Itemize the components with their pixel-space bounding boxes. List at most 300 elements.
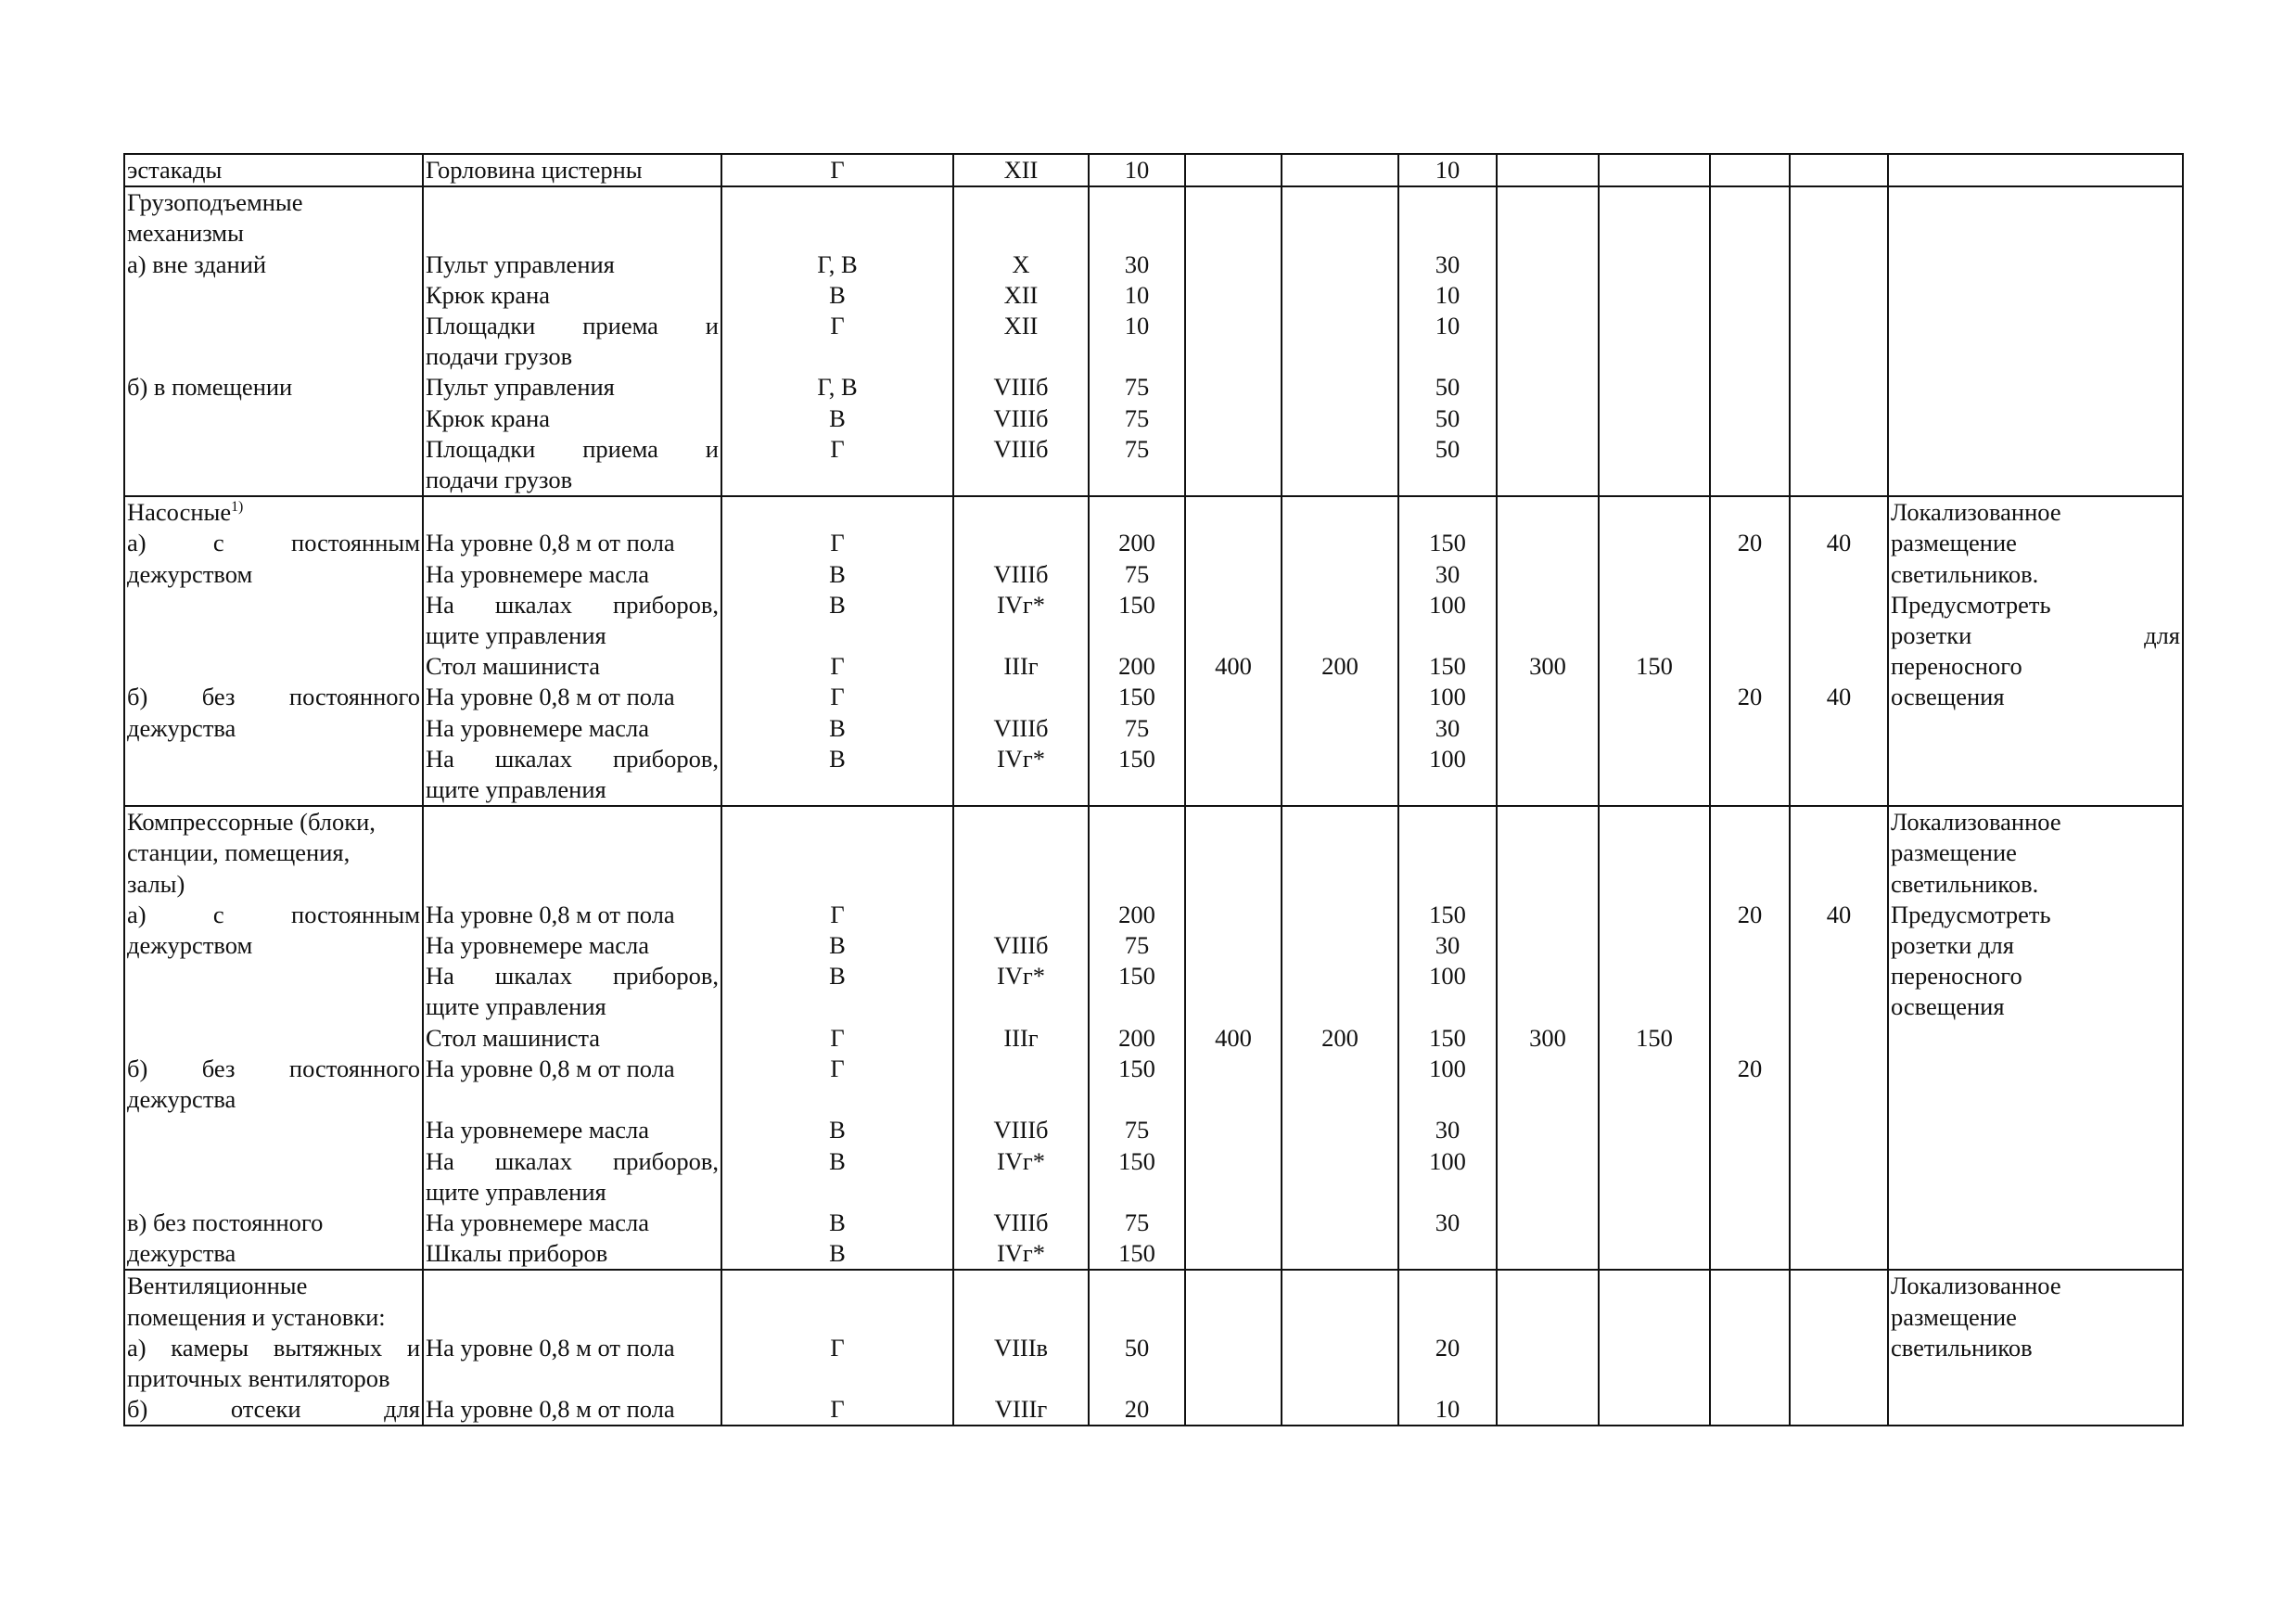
cell-illum-general-2	[1398, 806, 1497, 838]
cell-plane	[721, 186, 953, 218]
cell-illum-general-2	[1398, 713, 1497, 744]
cell-text: Стол машиниста	[426, 1023, 601, 1052]
cell-category	[953, 1115, 1089, 1145]
cell-illum-general	[1089, 218, 1185, 249]
cell-room	[124, 434, 423, 465]
cell-text: Пульт управления	[426, 249, 615, 278]
cell-pulsation	[1790, 1177, 1888, 1208]
cell-illum-combined-total-2	[1497, 869, 1599, 900]
cell-work-surface	[423, 1363, 721, 1394]
cell-room	[124, 1363, 423, 1394]
cell-work-surface	[423, 1270, 721, 1301]
cell-illum-combined-total-2	[1497, 1238, 1599, 1270]
cell-text: 150	[1118, 683, 1155, 711]
cell-pulsation	[1790, 186, 1888, 218]
cell-illum-general-2	[1398, 559, 1497, 590]
cell-illum-combined-total	[1185, 372, 1282, 403]
cell-illum-general-2	[1398, 186, 1497, 218]
cell-text: Крюк крана	[426, 403, 551, 432]
cell-text: В	[829, 280, 846, 309]
cell-text: В	[829, 744, 846, 773]
cell-text: 75	[1124, 713, 1150, 742]
cell-illum-combined-general-2	[1599, 249, 1710, 280]
cell-illum-general-2	[1398, 1394, 1497, 1426]
cell-pulsation	[1790, 869, 1888, 900]
cell-illum-combined-general-2	[1599, 930, 1710, 961]
cell-illum-combined-total	[1185, 218, 1282, 249]
cell-text: На уровнемере масла	[426, 931, 649, 960]
cell-illum-combined-total	[1185, 1177, 1282, 1208]
cell-illum-general-2	[1398, 1363, 1497, 1394]
cell-text: На шкалах приборов,	[426, 1146, 719, 1175]
cell-text: 10	[1435, 312, 1461, 340]
cell-illum-combined-total	[1185, 1238, 1282, 1270]
cell-glare-index	[1710, 311, 1790, 341]
cell-illum-combined-total-2	[1497, 465, 1599, 496]
cell-text: Локализованное	[1891, 498, 2061, 527]
cell-text: приточных вентиляторов	[127, 1363, 390, 1392]
cell-notes	[1888, 403, 2183, 434]
cell-illum-combined-general	[1282, 372, 1398, 403]
cell-pulsation	[1790, 1115, 1888, 1145]
cell-plane	[721, 1084, 953, 1115]
cell-illum-combined-general-2	[1599, 1146, 1710, 1177]
table-row	[124, 280, 2183, 311]
cell-illum-general-2	[1398, 1333, 1497, 1363]
cell-illum-combined-total-2	[1497, 590, 1599, 620]
cell-plane	[721, 341, 953, 372]
cell-text: розетки для	[1891, 621, 2180, 650]
cell-text: размещение	[1891, 1302, 2017, 1331]
cell-text: X	[1012, 249, 1030, 278]
cell-room	[124, 991, 423, 1022]
table-row	[124, 465, 2183, 496]
cell-room	[124, 1115, 423, 1145]
cell-pulsation	[1790, 280, 1888, 311]
cell-text: В	[829, 590, 846, 619]
cell-illum-general-2	[1398, 900, 1497, 930]
cell-illum-combined-total-2	[1497, 528, 1599, 558]
cell-pulsation	[1790, 651, 1888, 682]
cell-text: 150	[1429, 529, 1466, 557]
cell-text: Г, В	[817, 249, 858, 278]
cell-category	[953, 1270, 1089, 1301]
cell-notes	[1888, 838, 2183, 868]
cell-text: 75	[1124, 1116, 1150, 1144]
cell-text: Г	[830, 312, 845, 340]
cell-text: 200	[1321, 652, 1358, 681]
cell-notes	[1888, 713, 2183, 744]
cell-plane	[721, 1146, 953, 1177]
cell-text: На уровнемере масла	[426, 1208, 649, 1236]
cell-text: а) вне зданий	[127, 249, 267, 278]
cell-glare-index	[1710, 744, 1790, 774]
cell-illum-combined-general	[1282, 434, 1398, 465]
cell-illum-combined-general	[1282, 1208, 1398, 1238]
cell-pulsation	[1790, 838, 1888, 868]
cell-category	[953, 559, 1089, 590]
cell-work-surface	[423, 682, 721, 712]
cell-plane	[721, 1115, 953, 1145]
cell-glare-index	[1710, 1115, 1790, 1145]
cell-illum-general-2	[1398, 403, 1497, 434]
cell-text: На уровнемере масла	[426, 713, 649, 742]
cell-illum-combined-general-2	[1599, 528, 1710, 558]
table-row	[124, 1084, 2183, 1115]
cell-notes	[1888, 1238, 2183, 1270]
cell-text: 10	[1435, 156, 1461, 184]
cell-room	[124, 590, 423, 620]
cell-illum-combined-total-2	[1497, 1394, 1599, 1426]
cell-category	[953, 372, 1089, 403]
cell-notes	[1888, 1054, 2183, 1084]
cell-room	[124, 1333, 423, 1363]
cell-text: 75	[1124, 559, 1150, 588]
cell-plane	[721, 991, 953, 1022]
table-body	[124, 154, 2183, 1426]
table-row	[124, 496, 2183, 528]
table-row	[124, 1270, 2183, 1301]
cell-illum-combined-total-2	[1497, 186, 1599, 218]
cell-illum-combined-general-2	[1599, 774, 1710, 806]
cell-illum-general	[1089, 1363, 1185, 1394]
cell-illum-combined-general	[1282, 930, 1398, 961]
cell-illum-combined-general-2	[1599, 465, 1710, 496]
cell-illum-combined-total	[1185, 713, 1282, 744]
table-row	[124, 590, 2183, 620]
cell-work-surface	[423, 900, 721, 930]
cell-glare-index	[1710, 838, 1790, 868]
cell-text: VIIIб	[993, 713, 1049, 742]
cell-illum-combined-total-2	[1497, 218, 1599, 249]
cell-text: IVг*	[996, 744, 1046, 773]
cell-illum-general-2	[1398, 869, 1497, 900]
cell-category	[953, 744, 1089, 774]
cell-text: IIIг	[1003, 652, 1039, 681]
cell-illum-combined-total	[1185, 559, 1282, 590]
cell-illum-general-2	[1398, 528, 1497, 558]
cell-notes	[1888, 744, 2183, 774]
cell-room	[124, 1023, 423, 1054]
cell-illum-combined-total	[1185, 249, 1282, 280]
cell-illum-combined-general-2	[1599, 991, 1710, 1022]
cell-text: На уровне 0,8 м от пола	[426, 683, 675, 711]
cell-plane	[721, 1208, 953, 1238]
cell-category	[953, 838, 1089, 868]
cell-illum-general-2	[1398, 218, 1497, 249]
cell-text: В	[829, 1208, 846, 1236]
table-row	[124, 559, 2183, 590]
cell-illum-general	[1089, 496, 1185, 528]
cell-text: В	[829, 713, 846, 742]
cell-work-surface	[423, 341, 721, 372]
cell-illum-combined-total-2	[1497, 403, 1599, 434]
cell-room	[124, 713, 423, 744]
cell-pulsation	[1790, 341, 1888, 372]
cell-illum-combined-total-2	[1497, 341, 1599, 372]
cell-text: 10	[1435, 280, 1461, 309]
cell-illum-general	[1089, 838, 1185, 868]
cell-illum-general	[1089, 1333, 1185, 1363]
cell-glare-index	[1710, 713, 1790, 744]
table-row	[124, 249, 2183, 280]
cell-text: 75	[1124, 373, 1150, 402]
cell-illum-combined-general	[1282, 1302, 1398, 1333]
cell-text: На уровне 0,8 м от пола	[426, 1054, 675, 1082]
cell-illum-general-2	[1398, 838, 1497, 868]
cell-category	[953, 991, 1089, 1022]
cell-plane	[721, 838, 953, 868]
cell-text: 200	[1118, 529, 1155, 557]
cell-plane	[721, 682, 953, 712]
cell-illum-combined-general-2	[1599, 280, 1710, 311]
cell-glare-index	[1710, 1023, 1790, 1054]
cell-room	[124, 1238, 423, 1270]
cell-text: VIIIв	[993, 1333, 1049, 1362]
cell-pulsation	[1790, 496, 1888, 528]
cell-illum-combined-total	[1185, 311, 1282, 341]
table-row	[124, 1302, 2183, 1333]
cell-text: 40	[1826, 529, 1852, 557]
cell-category	[953, 1177, 1089, 1208]
cell-text: 50	[1435, 373, 1461, 402]
cell-illum-combined-general	[1282, 713, 1398, 744]
cell-illum-combined-general	[1282, 1084, 1398, 1115]
cell-text: дежурства	[127, 1085, 236, 1114]
cell-text: VIIIб	[993, 1116, 1049, 1144]
cell-work-surface	[423, 280, 721, 311]
cell-category	[953, 961, 1089, 991]
cell-glare-index	[1710, 559, 1790, 590]
cell-work-surface	[423, 218, 721, 249]
cell-illum-combined-general-2	[1599, 1270, 1710, 1301]
cell-room	[124, 154, 423, 186]
cell-illum-combined-total	[1185, 496, 1282, 528]
cell-text: В	[829, 1239, 846, 1268]
cell-glare-index	[1710, 372, 1790, 403]
cell-illum-combined-total-2	[1497, 559, 1599, 590]
cell-text: Г	[830, 434, 845, 463]
cell-illum-general-2	[1398, 1054, 1497, 1084]
table-row	[124, 1177, 2183, 1208]
cell-work-surface	[423, 496, 721, 528]
cell-illum-combined-general-2	[1599, 651, 1710, 682]
cell-illum-combined-general-2	[1599, 713, 1710, 744]
cell-illum-combined-total	[1185, 1363, 1282, 1394]
cell-text: а) камеры вытяжных и	[127, 1333, 420, 1362]
table-row	[124, 154, 2183, 186]
cell-illum-combined-total	[1185, 1115, 1282, 1145]
cell-text: На уровне 0,8 м от пола	[426, 529, 675, 557]
cell-illum-general-2	[1398, 1084, 1497, 1115]
cell-glare-index	[1710, 249, 1790, 280]
cell-text: 30	[1124, 249, 1150, 278]
table-row	[124, 528, 2183, 558]
cell-illum-combined-total-2	[1497, 154, 1599, 186]
table-row	[124, 218, 2183, 249]
cell-illum-general	[1089, 1238, 1185, 1270]
cell-category	[953, 620, 1089, 651]
cell-text: Площадки приема и	[426, 312, 719, 340]
cell-text: Горловина цистерны	[426, 156, 643, 184]
cell-illum-combined-general	[1282, 682, 1398, 712]
cell-plane	[721, 651, 953, 682]
cell-text: 150	[1118, 1146, 1155, 1175]
cell-notes	[1888, 961, 2183, 991]
table-row	[124, 774, 2183, 806]
cell-illum-general	[1089, 713, 1185, 744]
cell-illum-combined-general-2	[1599, 403, 1710, 434]
cell-plane	[721, 434, 953, 465]
cell-text: 50	[1124, 1333, 1150, 1362]
cell-plane	[721, 1394, 953, 1426]
cell-illum-general	[1089, 620, 1185, 651]
cell-illum-combined-total-2	[1497, 496, 1599, 528]
cell-pulsation	[1790, 682, 1888, 712]
cell-plane	[721, 1177, 953, 1208]
cell-notes	[1888, 186, 2183, 218]
cell-room	[124, 528, 423, 558]
cell-room	[124, 311, 423, 341]
cell-illum-combined-general-2	[1599, 744, 1710, 774]
cell-illum-general	[1089, 682, 1185, 712]
cell-illum-general-2	[1398, 311, 1497, 341]
cell-notes	[1888, 559, 2183, 590]
cell-notes	[1888, 620, 2183, 651]
cell-room	[124, 1054, 423, 1084]
cell-category	[953, 496, 1089, 528]
cell-illum-combined-general-2	[1599, 1054, 1710, 1084]
cell-illum-general-2	[1398, 961, 1497, 991]
cell-plane	[721, 590, 953, 620]
cell-glare-index	[1710, 341, 1790, 372]
cell-plane	[721, 806, 953, 838]
cell-glare-index	[1710, 465, 1790, 496]
cell-illum-combined-total-2	[1497, 280, 1599, 311]
table-row	[124, 1115, 2183, 1145]
cell-illum-general	[1089, 774, 1185, 806]
cell-illum-general-2	[1398, 1177, 1497, 1208]
cell-illum-combined-general	[1282, 496, 1398, 528]
cell-text: IVг*	[996, 962, 1046, 991]
cell-illum-general-2	[1398, 1115, 1497, 1145]
cell-illum-combined-total-2	[1497, 1084, 1599, 1115]
cell-text: 50	[1435, 403, 1461, 432]
cell-text: 150	[1118, 962, 1155, 991]
cell-notes	[1888, 1208, 2183, 1238]
cell-illum-combined-general-2	[1599, 1177, 1710, 1208]
cell-illum-combined-general-2	[1599, 311, 1710, 341]
cell-text: щите управления	[426, 775, 606, 804]
cell-illum-combined-general-2	[1599, 372, 1710, 403]
cell-illum-combined-general	[1282, 869, 1398, 900]
cell-plane	[721, 1023, 953, 1054]
table-row	[124, 744, 2183, 774]
cell-plane	[721, 774, 953, 806]
cell-text: 40	[1826, 683, 1852, 711]
cell-notes	[1888, 590, 2183, 620]
cell-illum-general	[1089, 1270, 1185, 1301]
cell-work-surface	[423, 838, 721, 868]
cell-illum-general-2	[1398, 1270, 1497, 1301]
table-row	[124, 1146, 2183, 1177]
cell-illum-combined-total	[1185, 1023, 1282, 1054]
cell-category	[953, 434, 1089, 465]
table-row	[124, 434, 2183, 465]
cell-room	[124, 620, 423, 651]
cell-text: 300	[1529, 652, 1566, 681]
table-row	[124, 1363, 2183, 1394]
cell-illum-combined-total-2	[1497, 991, 1599, 1022]
cell-text: дежурства	[127, 713, 236, 742]
cell-room	[124, 838, 423, 868]
cell-text: станции, помещения,	[127, 838, 351, 867]
cell-illum-combined-general-2	[1599, 1208, 1710, 1238]
cell-text: Г	[830, 1395, 845, 1424]
cell-text: 20	[1737, 683, 1763, 711]
cell-plane	[721, 403, 953, 434]
cell-text: освещения	[1891, 992, 2005, 1021]
cell-text: 10	[1124, 280, 1150, 309]
cell-plane	[721, 311, 953, 341]
cell-category	[953, 465, 1089, 496]
cell-glare-index	[1710, 1363, 1790, 1394]
cell-work-surface	[423, 744, 721, 774]
cell-text: Г	[830, 529, 845, 557]
cell-illum-combined-general	[1282, 465, 1398, 496]
table-row	[124, 991, 2183, 1022]
cell-text: XII	[1003, 280, 1039, 309]
cell-category	[953, 1394, 1089, 1426]
cell-illum-combined-general	[1282, 1394, 1398, 1426]
cell-pulsation	[1790, 403, 1888, 434]
cell-illum-combined-total	[1185, 1270, 1282, 1301]
cell-text: 100	[1429, 1054, 1466, 1082]
cell-glare-index	[1710, 991, 1790, 1022]
cell-text: Крюк крана	[426, 280, 551, 309]
cell-plane	[721, 280, 953, 311]
cell-illum-combined-total	[1185, 434, 1282, 465]
cell-work-surface	[423, 1302, 721, 1333]
cell-text: механизмы	[127, 219, 244, 248]
cell-category	[953, 774, 1089, 806]
cell-room	[124, 651, 423, 682]
cell-text: 10	[1124, 156, 1150, 184]
cell-illum-combined-total-2	[1497, 930, 1599, 961]
cell-illum-combined-general	[1282, 249, 1398, 280]
cell-text: VIIIб	[993, 931, 1049, 960]
cell-pulsation	[1790, 1208, 1888, 1238]
cell-notes	[1888, 682, 2183, 712]
cell-pulsation	[1790, 311, 1888, 341]
cell-illum-general	[1089, 744, 1185, 774]
cell-text: 50	[1435, 434, 1461, 463]
cell-illum-combined-general	[1282, 403, 1398, 434]
cell-pulsation	[1790, 1394, 1888, 1426]
cell-illum-combined-general	[1282, 218, 1398, 249]
cell-plane	[721, 961, 953, 991]
table-row	[124, 869, 2183, 900]
cell-notes	[1888, 869, 2183, 900]
cell-illum-combined-total-2	[1497, 806, 1599, 838]
cell-text: 75	[1124, 931, 1150, 960]
cell-text: Пульт управления	[426, 373, 615, 402]
cell-illum-combined-total-2	[1497, 651, 1599, 682]
cell-plane	[721, 465, 953, 496]
cell-illum-general	[1089, 186, 1185, 218]
cell-illum-general	[1089, 528, 1185, 558]
cell-text: Г	[830, 1054, 845, 1082]
